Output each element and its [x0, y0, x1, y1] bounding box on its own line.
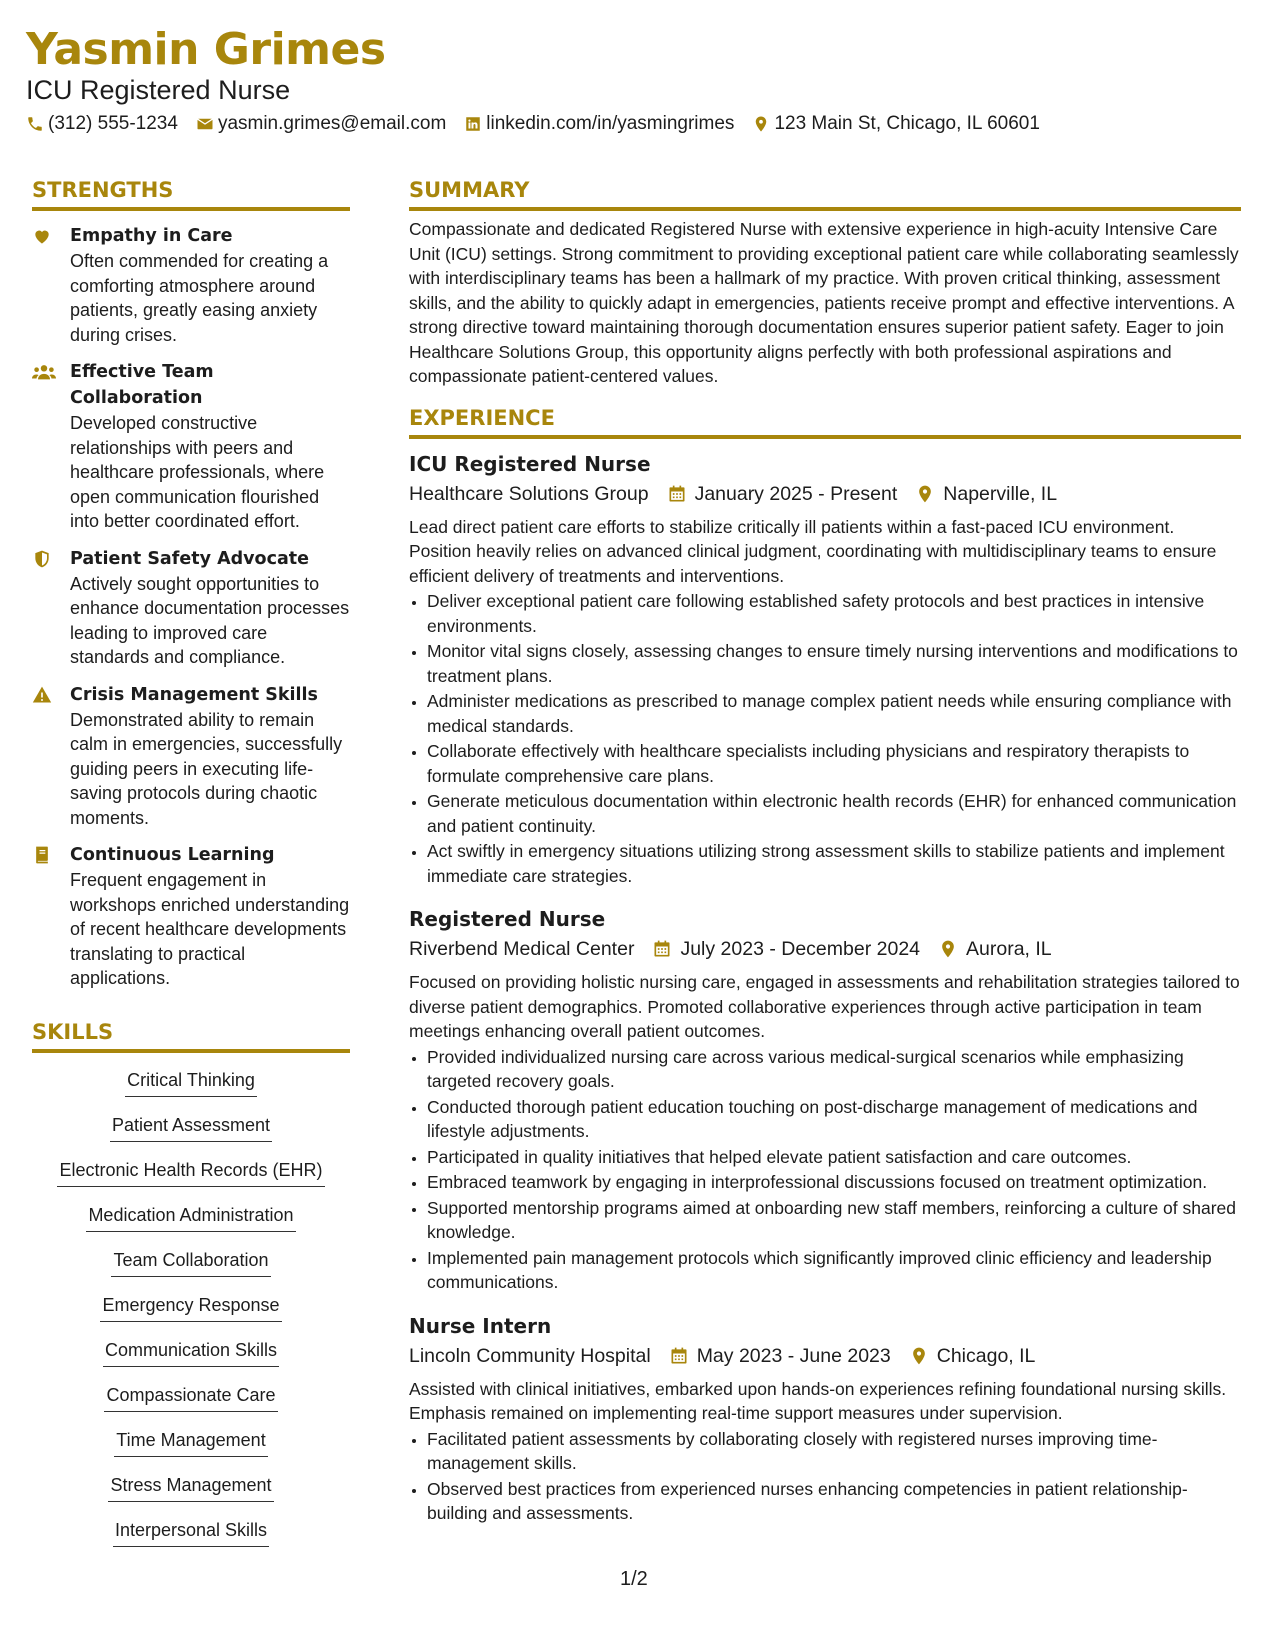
job-dates: May 2023 - June 2023: [696, 1344, 891, 1367]
warning-icon: [32, 685, 52, 705]
contact-email[interactable]: [196, 113, 446, 135]
job-bullets: [409, 589, 1241, 888]
strength-item: [32, 546, 350, 670]
contact-phone: [26, 113, 178, 135]
experience-heading: EXPERIENCE: [409, 403, 1241, 439]
job-entry: [409, 449, 1241, 889]
job-bullets: [409, 1427, 1241, 1526]
users-icon: [32, 362, 56, 382]
job-meta: [409, 1341, 1241, 1371]
strength-text: Often commended for creating a comforting atmosphere around patients, greatly easing anxiety during crises.: [70, 251, 329, 345]
job-bullet: • Conducted thorough patient education touching on post-discharge management of medications and lifestyle adjustments.: [427, 1095, 1241, 1144]
linkedin-link[interactable]: linkedin.com/in/yasmingrimes: [486, 113, 735, 134]
job-bullet: • Implemented pain management protocols which significantly improved clinic efficiency and leadership communications.: [427, 1246, 1241, 1295]
strength-item: [32, 682, 350, 831]
skill-item: Medication Administration: [86, 1202, 295, 1232]
calendar-icon: [669, 1346, 689, 1366]
skill-item: Stress Management: [108, 1472, 273, 1502]
strength-title: Crisis Management Skills: [70, 684, 318, 705]
skills-section: [32, 1017, 350, 1562]
shield-icon: [32, 549, 52, 569]
skill-item: Compassionate Care: [104, 1382, 277, 1412]
envelope-icon: [196, 115, 214, 133]
job-bullet: • Act swiftly in emergency situations utilizing strong assessment skills to stabilize patients and implement immediate care strategies.: [427, 839, 1241, 888]
map-pin-icon: [909, 1346, 929, 1366]
skill-item: Critical Thinking: [125, 1067, 257, 1097]
job-entry: [409, 1311, 1241, 1526]
job-location: Aurora, IL: [966, 938, 1052, 960]
job-company: Healthcare Solutions Group: [409, 482, 649, 505]
map-pin-icon: [938, 939, 958, 959]
candidate-role: ICU Registered Nurse: [26, 75, 291, 105]
job-dates: January 2025 - Present: [694, 482, 898, 505]
skills-heading: SKILLS: [32, 1017, 350, 1053]
job-location: Naperville, IL: [943, 482, 1058, 505]
skill-item: Emergency Response: [100, 1292, 281, 1322]
address-text: 123 Main St, Chicago, IL 60601: [774, 113, 1040, 134]
job-bullet: • Generate meticulous documentation within electronic health records (EHR) for enhanced communication and patient continuity.: [427, 789, 1241, 838]
job-bullets: [409, 1045, 1241, 1295]
job-description: Lead direct patient care efforts to stabilize critically ill patients within a fast-paced ICU environment. Position heavily relies on advanced clinical judgment, coordinating with multidisciplinary teams to ensure efficient delivery of treatments and interventions.: [409, 516, 1217, 586]
strength-title: Continuous Learning: [70, 845, 275, 865]
strength-title: Patient Safety Advocate: [70, 548, 309, 569]
job-title: ICU Registered Nurse: [409, 451, 651, 476]
skill-item: Team Collaboration: [111, 1247, 270, 1277]
candidate-name: Yasmin Grimes: [26, 24, 386, 75]
job-bullet: • Collaborate effectively with healthcare specialists including physicians and respiratory therapists to formulate comprehensive care plans.: [427, 739, 1241, 788]
job-title: Nurse Intern: [409, 1313, 552, 1338]
skill-item: Communication Skills: [103, 1337, 279, 1367]
job-bullet: • Facilitated patient assessments by collaborating closely with registered nurses improving time-management skills.: [427, 1427, 1241, 1476]
job-meta: [409, 934, 1241, 964]
job-bullet: • Observed best practices from experienced nurses enhancing competencies in patient relationship-building and assessments.: [427, 1477, 1241, 1526]
map-pin-icon: [752, 115, 770, 133]
calendar-icon: [667, 484, 687, 504]
contact-linkedin[interactable]: [464, 113, 734, 135]
phone-icon: [26, 115, 44, 133]
skills-list: [32, 1067, 350, 1562]
contact-bar: [26, 111, 1058, 137]
job-bullet: • Participated in quality initiatives that helped elevate patient satisfaction and care outcomes.: [427, 1145, 1241, 1170]
strength-text: Developed constructive relationships with peers and healthcare professionals, where open communication flourished into better coordinated effort.: [70, 413, 325, 531]
strengths-heading: STRENGTHS: [32, 175, 350, 211]
job-meta: [409, 479, 1241, 509]
page-number: 1/2: [620, 1568, 648, 1590]
job-bullet: • Embraced teamwork by engaging in interprofessional discussions focused on treatment optimization.: [427, 1170, 1241, 1195]
job-bullet: • Provided individualized nursing care across various medical-surgical scenarios while emphasizing targeted recovery goals.: [427, 1045, 1241, 1094]
contact-address: [752, 113, 1039, 135]
job-description: Assisted with clinical initiatives, embarked upon hands-on experiences refining foundational nursing skills. Emphasis remained on implementing real-time support measures under supervision.: [409, 1378, 1227, 1423]
skill-item: Electronic Health Records (EHR): [57, 1157, 324, 1187]
phone-text: (312) 555-1234: [48, 113, 178, 134]
job-bullet: • Administer medications as prescribed to manage complex patient needs while ensuring compliance with medical standards.: [427, 689, 1241, 738]
strength-title: Effective Team Collaboration: [70, 362, 214, 408]
email-link[interactable]: yasmin.grimes@email.com: [217, 113, 447, 134]
strength-text: Demonstrated ability to remain calm in emergencies, successfully guiding peers in executing life-saving protocols during chaotic moments.: [70, 709, 343, 828]
right-column: [409, 175, 1241, 1526]
skill-item: Interpersonal Skills: [113, 1517, 269, 1547]
job-dates: July 2023 - December 2024: [680, 938, 921, 960]
summary-text: Compassionate and dedicated Registered Nurse with extensive experience in high-acuity Intensive Care Unit (ICU) settings. Strong commitment to providing exceptional patient care while collaborating seamlessly with interdisciplinary teams has been a hallmark of my practice. With proven critical thinking, assessment skills, and the ability to quickly adapt in emergencies, patients receive prompt and effective interventions. A strong directive toward maintaining thorough documentation ensures superior patient safety. Eager to join Healthcare Solutions Group, this opportunity aligns perfectly with both professional aspirations and compassionate patient-centered values.: [409, 219, 1239, 386]
job-bullet: • Supported mentorship programs aimed at onboarding new staff members, reinforcing a culture of shared knowledge.: [427, 1196, 1241, 1245]
job-description: Focused on providing holistic nursing care, engaged in assessments and rehabilitation strategies tailored to diverse patient demographics. Promoted collaborative experiences through active participation in team meetings enhancing overall patient outcomes.: [409, 972, 1240, 1041]
heart-icon: [32, 226, 52, 246]
skill-item: Time Management: [114, 1427, 267, 1457]
summary-heading: SUMMARY: [409, 175, 1241, 211]
skill-item: Patient Assessment: [110, 1112, 272, 1142]
strength-item: [32, 359, 350, 534]
strength-item: [32, 223, 350, 347]
job-bullet: • Deliver exceptional patient care following established safety protocols and best practices in intensive environments.: [427, 589, 1241, 638]
job-entry: [409, 904, 1241, 1295]
book-icon: [32, 845, 52, 865]
map-pin-icon: [915, 484, 935, 504]
job-location: Chicago, IL: [936, 1344, 1036, 1367]
strength-text: Frequent engagement in workshops enriched understanding of recent healthcare developments translating to practical applications.: [70, 870, 350, 988]
job-title: Registered Nurse: [409, 907, 606, 931]
linkedin-icon: [464, 115, 482, 133]
strength-item: [32, 842, 350, 991]
job-bullet: • Monitor vital signs closely, assessing changes to ensure timely nursing interventions and modifications to treatment plans.: [427, 639, 1241, 688]
job-company: Lincoln Community Hospital: [409, 1344, 651, 1367]
job-company: Riverbend Medical Center: [409, 938, 635, 960]
calendar-icon: [652, 939, 672, 959]
strength-text: Actively sought opportunities to enhance documentation processes leading to improved care standards and compliance.: [70, 573, 350, 667]
strength-title: Empathy in Care: [70, 226, 233, 246]
left-column: [32, 175, 350, 1562]
